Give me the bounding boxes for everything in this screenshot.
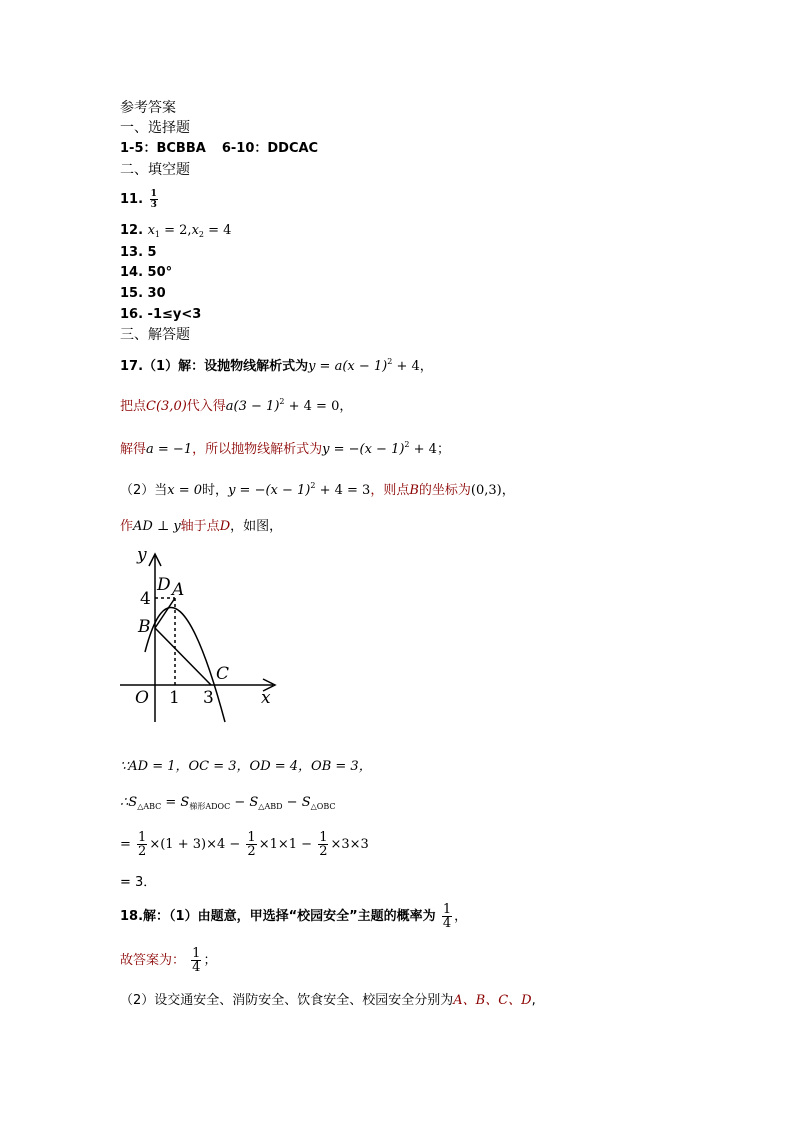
math: y = −(x − 1) <box>228 483 311 498</box>
math: B <box>409 483 419 498</box>
section-heading-fill: 二、填空题 <box>120 162 190 178</box>
q17-line-5 <box>120 518 282 536</box>
math: y = −(x − 1) <box>322 442 405 457</box>
answer-11-number: 11. <box>120 192 144 207</box>
var-x: x <box>147 223 155 238</box>
subscript: 2 <box>198 230 204 239</box>
exponent: 2 <box>387 357 393 366</box>
answer-12 <box>120 222 231 240</box>
page-title: 参考答案 <box>120 100 176 116</box>
fraction-half <box>318 831 328 858</box>
subscript: △OBC <box>310 802 336 811</box>
answer-15: 15. 30 <box>120 286 166 301</box>
math: D <box>219 519 231 534</box>
fraction-half <box>246 831 256 858</box>
q18-line-3 <box>120 992 536 1010</box>
punct: ， <box>339 399 353 414</box>
subscript: △ABC <box>137 802 162 811</box>
answer-16: 16. -1≤y<3 <box>120 307 202 322</box>
fraction-quarter <box>442 903 452 930</box>
answer-12-expression <box>148 223 232 238</box>
math: ∴S <box>120 795 138 810</box>
fraction-numerator: 1 <box>150 189 157 199</box>
label-a: A <box>172 580 185 600</box>
q17-line-8 <box>120 830 369 860</box>
math: − S <box>282 795 311 810</box>
math: ×3×3 <box>330 837 369 852</box>
math: AD ⊥ y <box>133 519 181 534</box>
math: ∵AD = 1，OC = 3，OD = 4，OB = 3， <box>120 759 372 774</box>
answer-12-number: 12. <box>120 223 144 238</box>
fraction-denominator: 4 <box>442 916 452 931</box>
fraction-denominator: 2 <box>247 844 256 859</box>
punct: , <box>531 993 536 1008</box>
subscript: 1 <box>154 230 160 239</box>
subscript: 梯形ADOC <box>189 802 231 811</box>
punct: ； <box>436 442 450 457</box>
q17-text: （2）当 <box>120 483 168 498</box>
choice-answers-1-5: 1-5：BCBBA <box>120 141 206 156</box>
answer-14: 14. 50° <box>120 265 173 280</box>
math: + 4 = 0 <box>284 399 340 414</box>
math: a = −1 <box>146 442 193 457</box>
q17-line-1 <box>120 358 433 376</box>
q17-line-2 <box>120 398 352 416</box>
q17-text: 把点 <box>120 399 147 414</box>
punct: ， <box>501 483 515 498</box>
tick-3: 3 <box>203 688 214 708</box>
q18-text: （2）设交通安全、消防安全、饮食安全、校园安全分别为 <box>120 993 454 1008</box>
segment-bc <box>155 628 211 685</box>
fraction-denominator: 2 <box>319 844 328 859</box>
math: y = a(x − 1) <box>308 359 388 374</box>
answer-11 <box>120 186 160 214</box>
fraction-denominator: 3 <box>150 200 157 210</box>
q17-text: 代入得 <box>186 399 226 414</box>
q17-line-3 <box>120 441 450 459</box>
math: ×(1 + 3)×4 − <box>149 837 241 852</box>
math: (0,3) <box>470 483 502 498</box>
segment-ab <box>155 598 175 628</box>
punct: ； <box>203 953 217 968</box>
fraction-numerator: 1 <box>319 830 328 845</box>
math: = <box>120 837 131 852</box>
fraction-numerator: 1 <box>442 902 452 917</box>
value: = 2, <box>160 223 192 238</box>
subscript: △ABD <box>258 802 283 811</box>
label-o: O <box>135 688 149 708</box>
math: − S <box>230 795 259 810</box>
q18-text: 故答案为： <box>120 953 186 968</box>
fraction-numerator: 1 <box>138 830 147 845</box>
q18-line-1 <box>120 902 467 932</box>
exponent: 2 <box>404 440 410 449</box>
fraction-half <box>137 831 147 858</box>
label-b: B <box>138 617 151 637</box>
punct: ， <box>454 909 468 924</box>
q18-line-2 <box>120 946 216 976</box>
fraction-numerator: 1 <box>192 946 201 961</box>
exponent: 2 <box>310 481 316 490</box>
punct: ， <box>419 359 433 374</box>
q17-text: 解得 <box>120 442 147 457</box>
choice-answers <box>120 140 318 158</box>
label-y: y <box>137 545 147 565</box>
fraction-quarter <box>191 947 201 974</box>
exponent: 2 <box>279 397 285 406</box>
math: C(3,0) <box>146 399 187 414</box>
q17-text: ，所以抛物线解析式为 <box>192 442 323 457</box>
label-x: x <box>261 688 271 708</box>
answer-11-fraction <box>150 189 158 210</box>
math: + 4 <box>409 442 437 457</box>
q17-text: 作 <box>120 519 134 534</box>
tick-1: 1 <box>169 688 180 708</box>
parabola-figure <box>115 544 280 726</box>
answer-13: 13. 5 <box>120 245 157 260</box>
math: ×1×1 − <box>258 837 313 852</box>
label-c: C <box>216 664 230 684</box>
fraction-denominator: 2 <box>138 844 147 859</box>
math: + 4 = 3 <box>315 483 371 498</box>
q17-text: 轴于点 <box>180 519 220 534</box>
section-heading-choice: 一、选择题 <box>120 120 190 136</box>
q17-text: ，则点 <box>370 483 410 498</box>
math: a(3 − 1) <box>225 399 280 414</box>
q17-text: 的坐标为 <box>418 483 471 498</box>
q17-text: ，如图， <box>230 519 283 534</box>
section-heading-solve: 三、解答题 <box>120 327 190 343</box>
value: = 4 <box>204 223 232 238</box>
math: A、B、C、D <box>453 993 532 1008</box>
q17-line-6 <box>120 758 372 776</box>
math: + 4 <box>392 359 420 374</box>
q17-line-9: = 3． <box>120 875 157 890</box>
q17-line-7 <box>120 794 335 812</box>
math: = S <box>161 795 190 810</box>
q17-text: 时， <box>202 483 229 498</box>
q18-text: 18.解：（1）由题意，甲选择“校园安全”主题的概率为 <box>120 909 436 924</box>
var-x: x <box>191 223 199 238</box>
tick-4: 4 <box>140 589 151 609</box>
math: x = 0 <box>167 483 203 498</box>
label-d: D <box>157 575 171 595</box>
fraction-numerator: 1 <box>247 830 256 845</box>
q17-text: 17.（1）解：设抛物线解析式为 <box>120 359 309 374</box>
fraction-denominator: 4 <box>192 960 201 975</box>
q17-line-4 <box>120 482 515 500</box>
choice-answers-6-10: 6-10：DDCAC <box>221 141 319 156</box>
